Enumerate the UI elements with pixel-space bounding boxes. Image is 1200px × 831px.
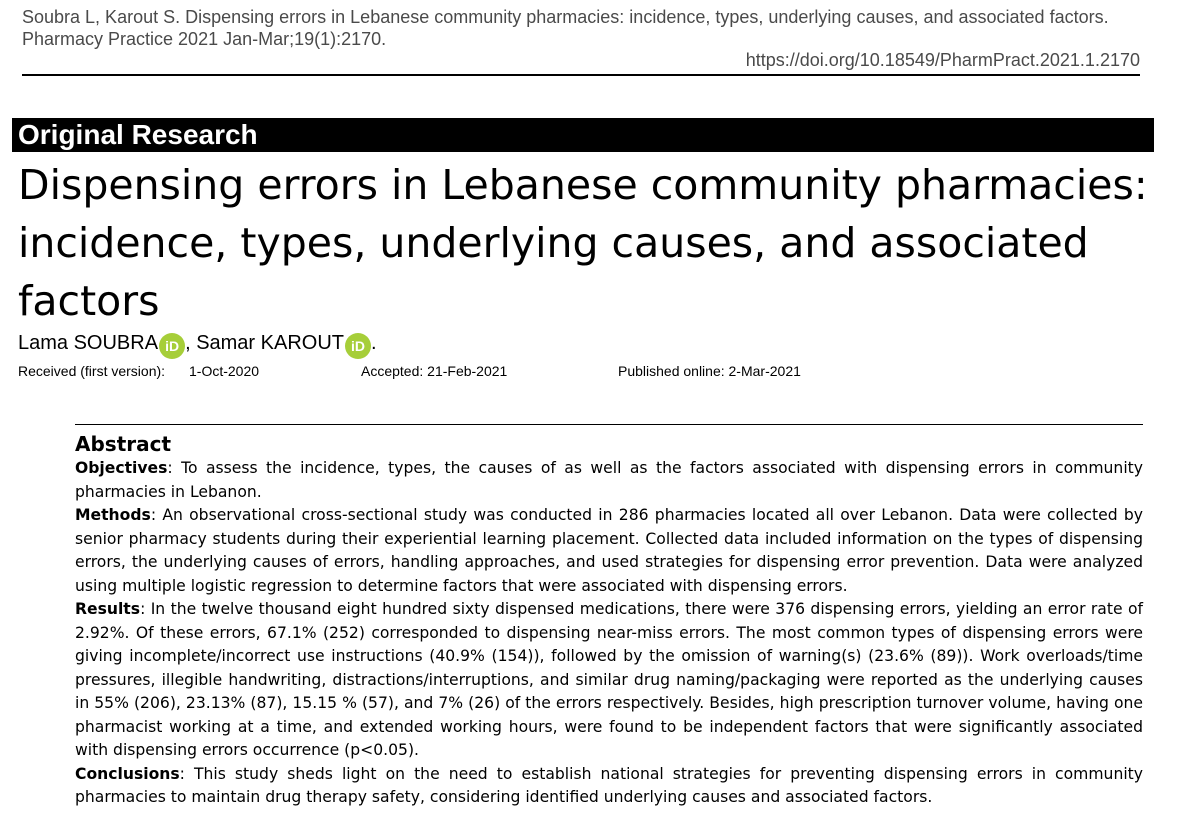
conclusions-text: : This study sheds light on the need to establish national strategies for preventing dispensing errors in community pharmacies to maintain drug therapy safety, considering identified underlying causes and associated factors. xyxy=(75,764,1143,806)
author-name: Lama SOUBRA xyxy=(18,332,159,354)
results-text: : In the twelve thousand eight hundred sixty dispensed medications, there were 376 dispensing errors, yielding an error rate of 2.92%. Of these errors, 67.1% (252) corresponded to dispensing near-miss errors. The most common types of dispensing errors were giving incomplete/incorrect use instructions (40.9% (154)), followed by the omission of warning(s) (23.6% (89)). Work overloads/time pressures, illegible handwriting, distractions/interruptions, and similar drug naming/packaging were reported as the underlying causes in 55% (206), 23.13% (87), 15.15 % (57), and 7% (26) of the errors respectively. Besides, high prescription turnover volume, having one pharmacist working at a time, and extended working hours, were found to be independent factors that were significantly associated with dispensing errors occurrence (p<0.05). xyxy=(75,600,1143,759)
abstract-methods xyxy=(75,504,1143,598)
received-label: Received (first version): xyxy=(18,363,166,379)
author-separator: . xyxy=(371,332,377,354)
doi-link[interactable]: https://doi.org/10.18549/PharmPract.2021.1.2170 xyxy=(745,50,1140,70)
accepted-date: Accepted: 21-Feb-2021 xyxy=(361,363,508,379)
conclusions-label: Conclusions xyxy=(75,764,180,783)
section-label: Original Research xyxy=(18,119,258,150)
header-divider xyxy=(22,74,1140,76)
section-banner xyxy=(12,118,1154,152)
abstract-heading: Abstract xyxy=(75,432,172,456)
objectives-label: Objectives xyxy=(75,459,168,477)
methods-text: : An observational cross-sectional study was conducted in 286 pharmacies located all over Lebanon. Data were collected by senior pharmacy students during their experiential learning placement. Collected data included information on the types of dispensing errors, the underlying causes of errors, handling approaches, and used strategies for dispensing error prevention. Data were analyzed using multiple logistic regression to determine factors that were associated with dispensing errors. xyxy=(75,506,1143,595)
orcid-icon[interactable]: iD xyxy=(345,333,371,359)
abstract-objectives xyxy=(75,457,1143,504)
article-title: Dispensing errors in Lebanese community pharmacies: incidence, types, underlying causes, and associated factors xyxy=(18,161,1148,325)
received-date: 1-Oct-2020 xyxy=(189,363,260,379)
objectives-text: : To assess the incidence, types, the causes of as well as the factors associated with dispensing errors in community pharmacies in Lebanon. xyxy=(75,459,1143,501)
methods-label: Methods xyxy=(75,506,151,524)
author-separator: , xyxy=(185,332,197,354)
citation-text: Soubra L, Karout S. Dispensing errors in Lebanese community pharmacies: incidence, types, underlying causes, and associated factors. Pharmacy Practice 2021 Jan-Mar;19(1):2170. xyxy=(22,7,1109,49)
abstract-results xyxy=(75,598,1143,763)
author-name: Samar KAROUT xyxy=(196,332,344,354)
abstract-conclusions xyxy=(75,763,1143,810)
author-list xyxy=(18,330,377,359)
results-label: Results xyxy=(75,600,141,618)
orcid-icon[interactable]: iD xyxy=(159,333,185,359)
published-date: Published online: 2-Mar-2021 xyxy=(618,363,801,379)
abstract-section xyxy=(75,424,1143,810)
